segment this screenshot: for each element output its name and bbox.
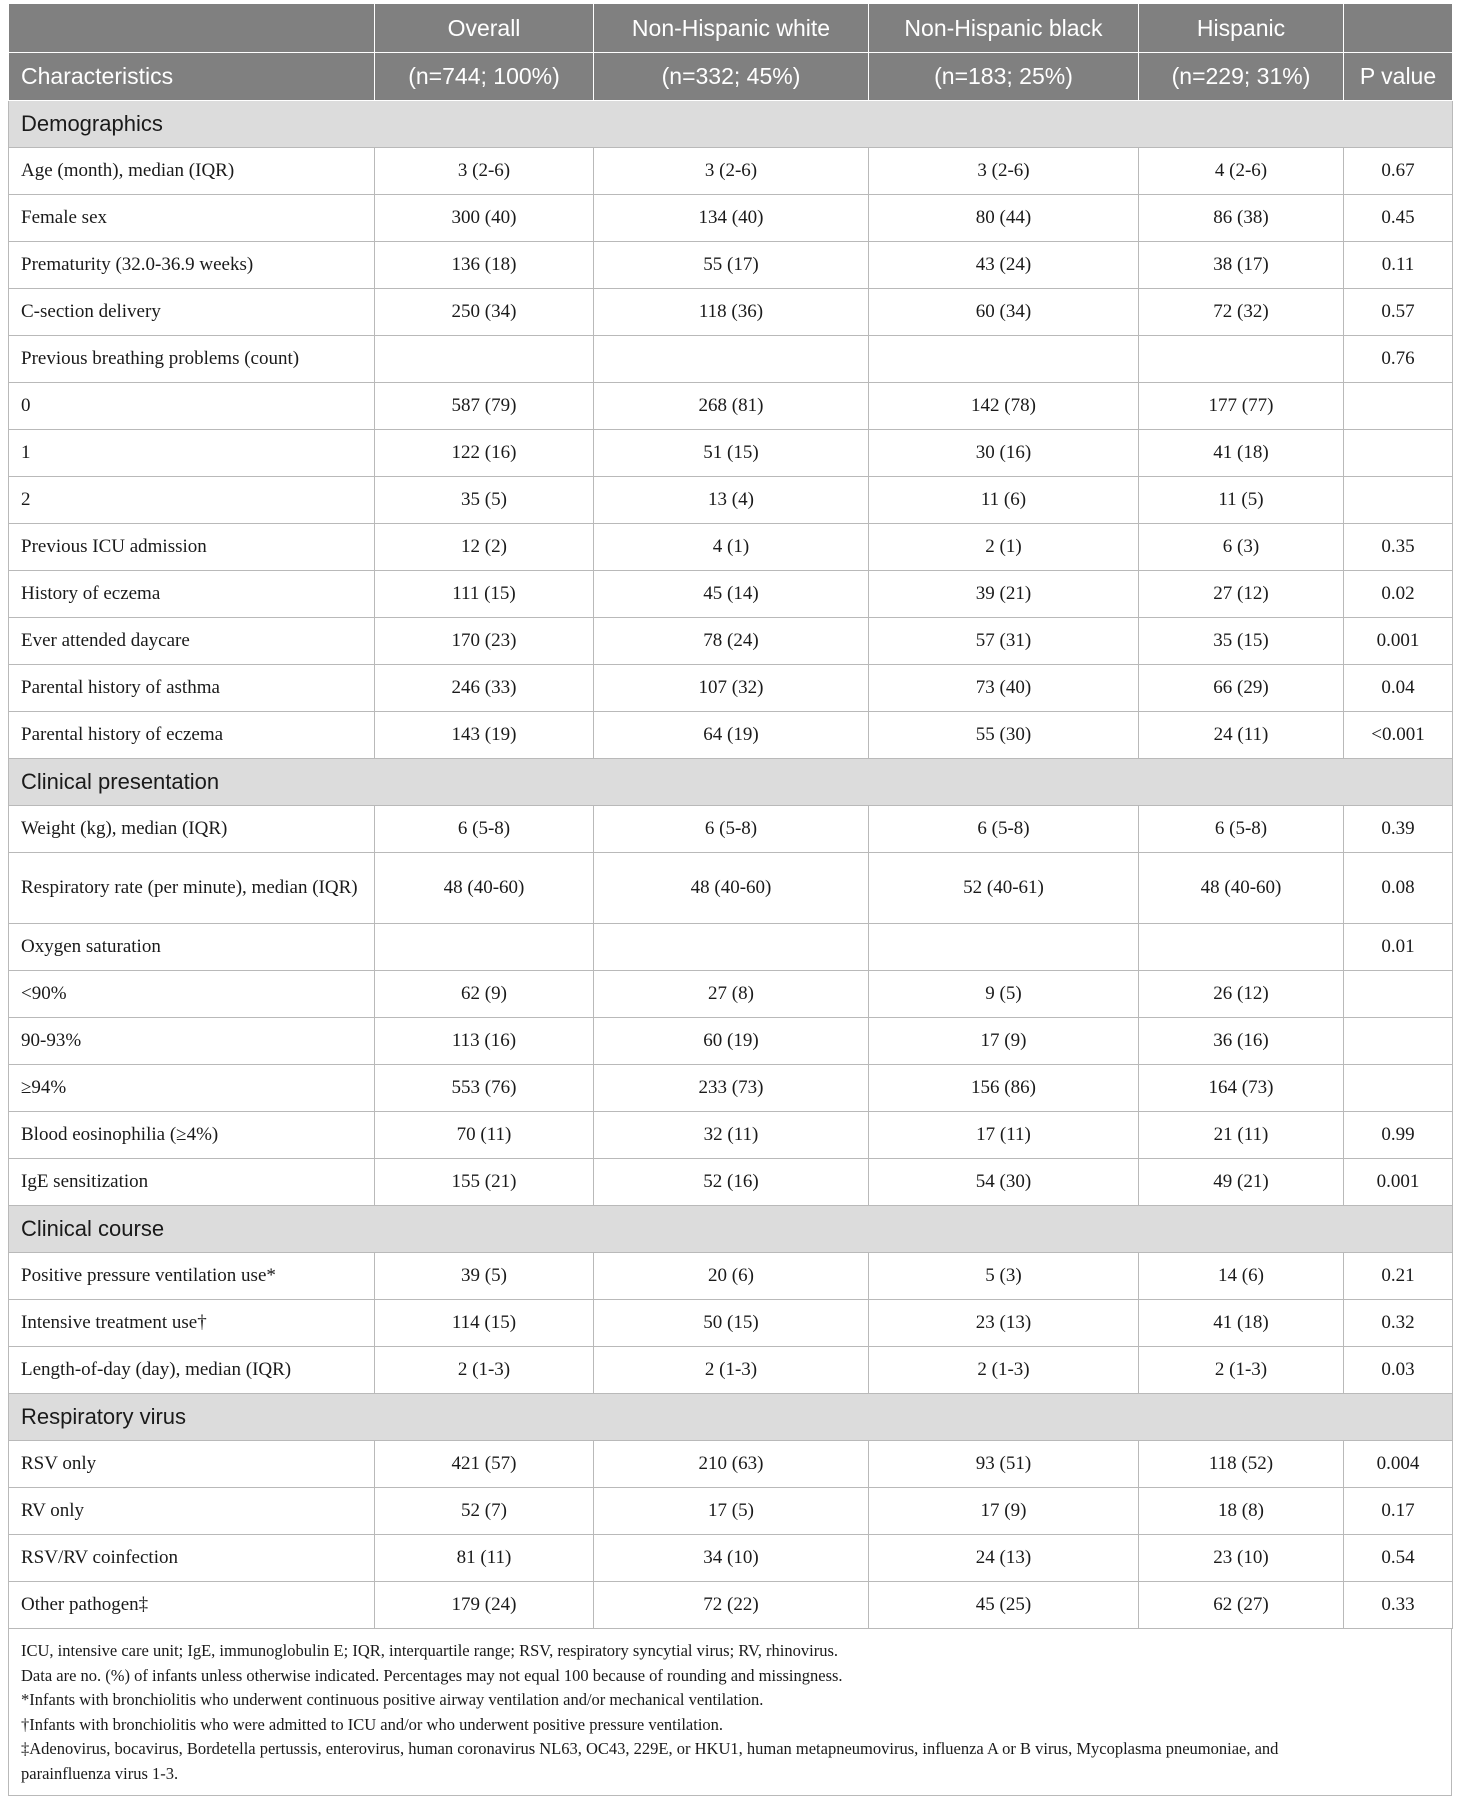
table-row	[9, 477, 1453, 524]
row-label: C-section delivery	[9, 289, 375, 336]
data-cell: 81 (11)	[375, 1535, 594, 1582]
data-cell: 36 (16)	[1139, 1018, 1344, 1065]
data-cell: 73 (40)	[869, 665, 1139, 712]
data-cell: 35 (5)	[375, 477, 594, 524]
p-value-cell: 0.57	[1344, 289, 1453, 336]
header-group-n: (n=229; 31%)	[1139, 53, 1344, 101]
data-cell: 107 (32)	[594, 665, 869, 712]
row-label: Prematurity (32.0-36.9 weeks)	[9, 242, 375, 289]
data-cell	[1139, 336, 1344, 383]
data-cell: 60 (34)	[869, 289, 1139, 336]
row-label: 2	[9, 477, 375, 524]
row-label: 0	[9, 383, 375, 430]
data-cell: 26 (12)	[1139, 971, 1344, 1018]
p-value-cell: 0.001	[1344, 618, 1453, 665]
table-row	[9, 1582, 1453, 1629]
data-cell: 250 (34)	[375, 289, 594, 336]
data-cell: 268 (81)	[594, 383, 869, 430]
table-row	[9, 1018, 1453, 1065]
row-label: Length-of-day (day), median (IQR)	[9, 1347, 375, 1394]
table-row	[9, 618, 1453, 665]
table-row	[9, 336, 1453, 383]
row-label: 90-93%	[9, 1018, 375, 1065]
row-label: Parental history of asthma	[9, 665, 375, 712]
row-label: ≥94%	[9, 1065, 375, 1112]
p-value-cell: 0.01	[1344, 924, 1453, 971]
data-cell: 48 (40-60)	[375, 853, 594, 924]
data-cell: 52 (40-61)	[869, 853, 1139, 924]
table-row	[9, 1441, 1453, 1488]
p-value-cell	[1344, 383, 1453, 430]
data-cell: 55 (30)	[869, 712, 1139, 759]
data-cell: 210 (63)	[594, 1441, 869, 1488]
p-value-cell	[1344, 1018, 1453, 1065]
data-cell: 6 (5-8)	[594, 806, 869, 853]
data-cell: 11 (5)	[1139, 477, 1344, 524]
table-row	[9, 853, 1453, 924]
data-cell: 17 (11)	[869, 1112, 1139, 1159]
footnote-line: †Infants with bronchiolitis who were admitted to ICU and/or who underwent positive pressure ventilation.	[21, 1714, 724, 1734]
data-cell: 553 (76)	[375, 1065, 594, 1112]
data-cell: 51 (15)	[594, 430, 869, 477]
data-cell: 39 (21)	[869, 571, 1139, 618]
data-cell: 2 (1-3)	[1139, 1347, 1344, 1394]
header-row-groups	[9, 4, 1453, 53]
section-title: Demographics	[9, 101, 1453, 148]
table-row	[9, 806, 1453, 853]
data-cell: 78 (24)	[594, 618, 869, 665]
header-group-name: Non-Hispanic black	[869, 4, 1139, 53]
data-cell	[594, 336, 869, 383]
data-cell: 93 (51)	[869, 1441, 1139, 1488]
data-cell: 34 (10)	[594, 1535, 869, 1582]
data-cell: 136 (18)	[375, 242, 594, 289]
row-label: Oxygen saturation	[9, 924, 375, 971]
data-cell: 164 (73)	[1139, 1065, 1344, 1112]
data-cell: 35 (15)	[1139, 618, 1344, 665]
p-value-cell: 0.33	[1344, 1582, 1453, 1629]
header-characteristics: Characteristics	[9, 53, 375, 101]
data-cell: 155 (21)	[375, 1159, 594, 1206]
p-value-cell: 0.04	[1344, 665, 1453, 712]
p-value-cell: 0.67	[1344, 148, 1453, 195]
data-cell: 177 (77)	[1139, 383, 1344, 430]
data-cell: 6 (5-8)	[1139, 806, 1344, 853]
data-cell	[594, 924, 869, 971]
data-cell: 17 (9)	[869, 1018, 1139, 1065]
data-cell: 3 (2-6)	[594, 148, 869, 195]
p-value-cell	[1344, 971, 1453, 1018]
table-row	[9, 1159, 1453, 1206]
data-cell: 32 (11)	[594, 1112, 869, 1159]
data-cell: 54 (30)	[869, 1159, 1139, 1206]
p-value-cell	[1344, 430, 1453, 477]
p-value-cell	[1344, 477, 1453, 524]
section-title: Clinical presentation	[9, 759, 1453, 806]
data-cell: 70 (11)	[375, 1112, 594, 1159]
data-cell: 2 (1)	[869, 524, 1139, 571]
data-cell: 23 (10)	[1139, 1535, 1344, 1582]
data-cell: 587 (79)	[375, 383, 594, 430]
data-cell: 48 (40-60)	[594, 853, 869, 924]
data-cell: 27 (8)	[594, 971, 869, 1018]
data-cell: 55 (17)	[594, 242, 869, 289]
data-cell: 64 (19)	[594, 712, 869, 759]
table-row	[9, 665, 1453, 712]
table-container	[8, 3, 1452, 1796]
p-value-cell: 0.54	[1344, 1535, 1453, 1582]
section-title: Clinical course	[9, 1206, 1453, 1253]
p-value-cell: 0.76	[1344, 336, 1453, 383]
data-cell: 3 (2-6)	[375, 148, 594, 195]
data-cell: 170 (23)	[375, 618, 594, 665]
data-cell	[375, 924, 594, 971]
row-label: Previous breathing problems (count)	[9, 336, 375, 383]
data-cell: 143 (19)	[375, 712, 594, 759]
table-row	[9, 1112, 1453, 1159]
row-label: 1	[9, 430, 375, 477]
data-cell: 113 (16)	[375, 1018, 594, 1065]
data-cell: 23 (13)	[869, 1300, 1139, 1347]
table-row	[9, 430, 1453, 477]
data-cell: 2 (1-3)	[869, 1347, 1139, 1394]
data-cell: 4 (1)	[594, 524, 869, 571]
data-cell: 30 (16)	[869, 430, 1139, 477]
data-cell: 421 (57)	[375, 1441, 594, 1488]
row-label: IgE sensitization	[9, 1159, 375, 1206]
data-cell: 2 (1-3)	[375, 1347, 594, 1394]
row-label: Age (month), median (IQR)	[9, 148, 375, 195]
header-p-value: P value	[1344, 53, 1453, 101]
data-cell: 52 (7)	[375, 1488, 594, 1535]
section-title: Respiratory virus	[9, 1394, 1453, 1441]
row-label: <90%	[9, 971, 375, 1018]
data-cell: 11 (6)	[869, 477, 1139, 524]
table-row	[9, 1300, 1453, 1347]
data-cell: 48 (40-60)	[1139, 853, 1344, 924]
p-value-cell	[1344, 1065, 1453, 1112]
footnote-line: Data are no. (%) of infants unless otherwise indicated. Percentages may not equal 100 because of rounding and missingness.	[21, 1665, 843, 1685]
row-label: Intensive treatment use†	[9, 1300, 375, 1347]
row-label: RV only	[9, 1488, 375, 1535]
header-group-name: Hispanic	[1139, 4, 1344, 53]
data-cell: 38 (17)	[1139, 242, 1344, 289]
data-cell: 62 (27)	[1139, 1582, 1344, 1629]
data-cell: 17 (5)	[594, 1488, 869, 1535]
data-cell	[1139, 924, 1344, 971]
data-cell: 21 (11)	[1139, 1112, 1344, 1159]
data-cell: 60 (19)	[594, 1018, 869, 1065]
table-row	[9, 524, 1453, 571]
data-cell: 41 (18)	[1139, 1300, 1344, 1347]
header-group-n: (n=332; 45%)	[594, 53, 869, 101]
row-label: Blood eosinophilia (≥4%)	[9, 1112, 375, 1159]
row-label: History of eczema	[9, 571, 375, 618]
data-cell: 122 (16)	[375, 430, 594, 477]
p-value-cell: 0.03	[1344, 1347, 1453, 1394]
p-value-cell: 0.02	[1344, 571, 1453, 618]
header-row-counts	[9, 53, 1453, 101]
table-row	[9, 1065, 1453, 1112]
data-cell	[869, 336, 1139, 383]
data-cell: 134 (40)	[594, 195, 869, 242]
footnote-line: *Infants with bronchiolitis who underwent continuous positive airway ventilation and/or mechanical ventilation.	[21, 1690, 764, 1709]
table-row	[9, 971, 1453, 1018]
p-value-cell: 0.39	[1344, 806, 1453, 853]
section-header-row	[9, 1394, 1453, 1441]
header-blank	[1344, 4, 1453, 53]
table-row	[9, 1253, 1453, 1300]
p-value-cell: 0.32	[1344, 1300, 1453, 1347]
data-cell: 4 (2-6)	[1139, 148, 1344, 195]
data-cell: 62 (9)	[375, 971, 594, 1018]
row-label: Weight (kg), median (IQR)	[9, 806, 375, 853]
p-value-cell: 0.99	[1344, 1112, 1453, 1159]
section-header-row	[9, 1206, 1453, 1253]
p-value-cell: 0.17	[1344, 1488, 1453, 1535]
data-cell: 114 (15)	[375, 1300, 594, 1347]
data-cell: 72 (32)	[1139, 289, 1344, 336]
data-cell: 233 (73)	[594, 1065, 869, 1112]
table-row	[9, 712, 1453, 759]
data-cell: 179 (24)	[375, 1582, 594, 1629]
table-body	[9, 101, 1453, 1629]
data-cell: 66 (29)	[1139, 665, 1344, 712]
header-blank	[9, 4, 375, 53]
data-cell: 118 (52)	[1139, 1441, 1344, 1488]
row-label: Female sex	[9, 195, 375, 242]
row-label: Respiratory rate (per minute), median (IQR)	[9, 853, 375, 924]
row-label: Parental history of eczema	[9, 712, 375, 759]
p-value-cell: 0.21	[1344, 1253, 1453, 1300]
data-cell: 6 (3)	[1139, 524, 1344, 571]
characteristics-table	[8, 3, 1453, 1629]
data-cell: 14 (6)	[1139, 1253, 1344, 1300]
data-cell: 6 (5-8)	[869, 806, 1139, 853]
data-cell: 3 (2-6)	[869, 148, 1139, 195]
row-label: RSV only	[9, 1441, 375, 1488]
table-header	[9, 4, 1453, 101]
header-group-n: (n=744; 100%)	[375, 53, 594, 101]
table-footnotes	[8, 1629, 1452, 1796]
table-row	[9, 924, 1453, 971]
header-group-name: Non-Hispanic white	[594, 4, 869, 53]
data-cell: 27 (12)	[1139, 571, 1344, 618]
data-cell: 57 (31)	[869, 618, 1139, 665]
table-row	[9, 195, 1453, 242]
footnote-line: ‡Adenovirus, bocavirus, Bordetella pertussis, enterovirus, human coronavirus NL63, OC43, 229E, or HKU1, human metapneumovirus, influenza A or B virus, Mycoplasma pneumoniae, and	[21, 1739, 1279, 1758]
header-group-name: Overall	[375, 4, 594, 53]
data-cell: 300 (40)	[375, 195, 594, 242]
row-label: Previous ICU admission	[9, 524, 375, 571]
data-cell: 45 (14)	[594, 571, 869, 618]
data-cell: 2 (1-3)	[594, 1347, 869, 1394]
data-cell: 72 (22)	[594, 1582, 869, 1629]
data-cell: 246 (33)	[375, 665, 594, 712]
data-cell: 86 (38)	[1139, 195, 1344, 242]
data-cell: 45 (25)	[869, 1582, 1139, 1629]
data-cell: 24 (11)	[1139, 712, 1344, 759]
p-value-cell: 0.35	[1344, 524, 1453, 571]
data-cell: 80 (44)	[869, 195, 1139, 242]
p-value-cell: 0.11	[1344, 242, 1453, 289]
data-cell	[869, 924, 1139, 971]
table-row	[9, 1488, 1453, 1535]
data-cell: 5 (3)	[869, 1253, 1139, 1300]
p-value-cell: 0.004	[1344, 1441, 1453, 1488]
data-cell: 156 (86)	[869, 1065, 1139, 1112]
data-cell: 12 (2)	[375, 524, 594, 571]
data-cell: 142 (78)	[869, 383, 1139, 430]
data-cell: 24 (13)	[869, 1535, 1139, 1582]
data-cell: 9 (5)	[869, 971, 1139, 1018]
data-cell: 52 (16)	[594, 1159, 869, 1206]
data-cell: 118 (36)	[594, 289, 869, 336]
row-label: RSV/RV coinfection	[9, 1535, 375, 1582]
table-row	[9, 289, 1453, 336]
data-cell: 17 (9)	[869, 1488, 1139, 1535]
row-label: Positive pressure ventilation use*	[9, 1253, 375, 1300]
table-row	[9, 383, 1453, 430]
p-value-cell: 0.08	[1344, 853, 1453, 924]
section-header-row	[9, 101, 1453, 148]
data-cell: 41 (18)	[1139, 430, 1344, 477]
row-label: Other pathogen‡	[9, 1582, 375, 1629]
row-label: Ever attended daycare	[9, 618, 375, 665]
data-cell: 18 (8)	[1139, 1488, 1344, 1535]
data-cell: 6 (5-8)	[375, 806, 594, 853]
footnote-line: parainfluenza virus 1-3.	[21, 1763, 179, 1783]
data-cell: 13 (4)	[594, 477, 869, 524]
data-cell: 20 (6)	[594, 1253, 869, 1300]
table-row	[9, 571, 1453, 618]
section-header-row	[9, 759, 1453, 806]
table-row	[9, 148, 1453, 195]
table-row	[9, 242, 1453, 289]
table-row	[9, 1535, 1453, 1582]
data-cell	[375, 336, 594, 383]
data-cell: 39 (5)	[375, 1253, 594, 1300]
data-cell: 111 (15)	[375, 571, 594, 618]
p-value-cell: 0.001	[1344, 1159, 1453, 1206]
header-group-n: (n=183; 25%)	[869, 53, 1139, 101]
data-cell: 49 (21)	[1139, 1159, 1344, 1206]
data-cell: 43 (24)	[869, 242, 1139, 289]
footnote-line: ICU, intensive care unit; IgE, immunoglobulin E; IQR, interquartile range; RSV, respiratory syncytial virus; RV, rhinovirus.	[21, 1641, 838, 1660]
p-value-cell: <0.001	[1344, 712, 1453, 759]
table-row	[9, 1347, 1453, 1394]
p-value-cell: 0.45	[1344, 195, 1453, 242]
data-cell: 50 (15)	[594, 1300, 869, 1347]
